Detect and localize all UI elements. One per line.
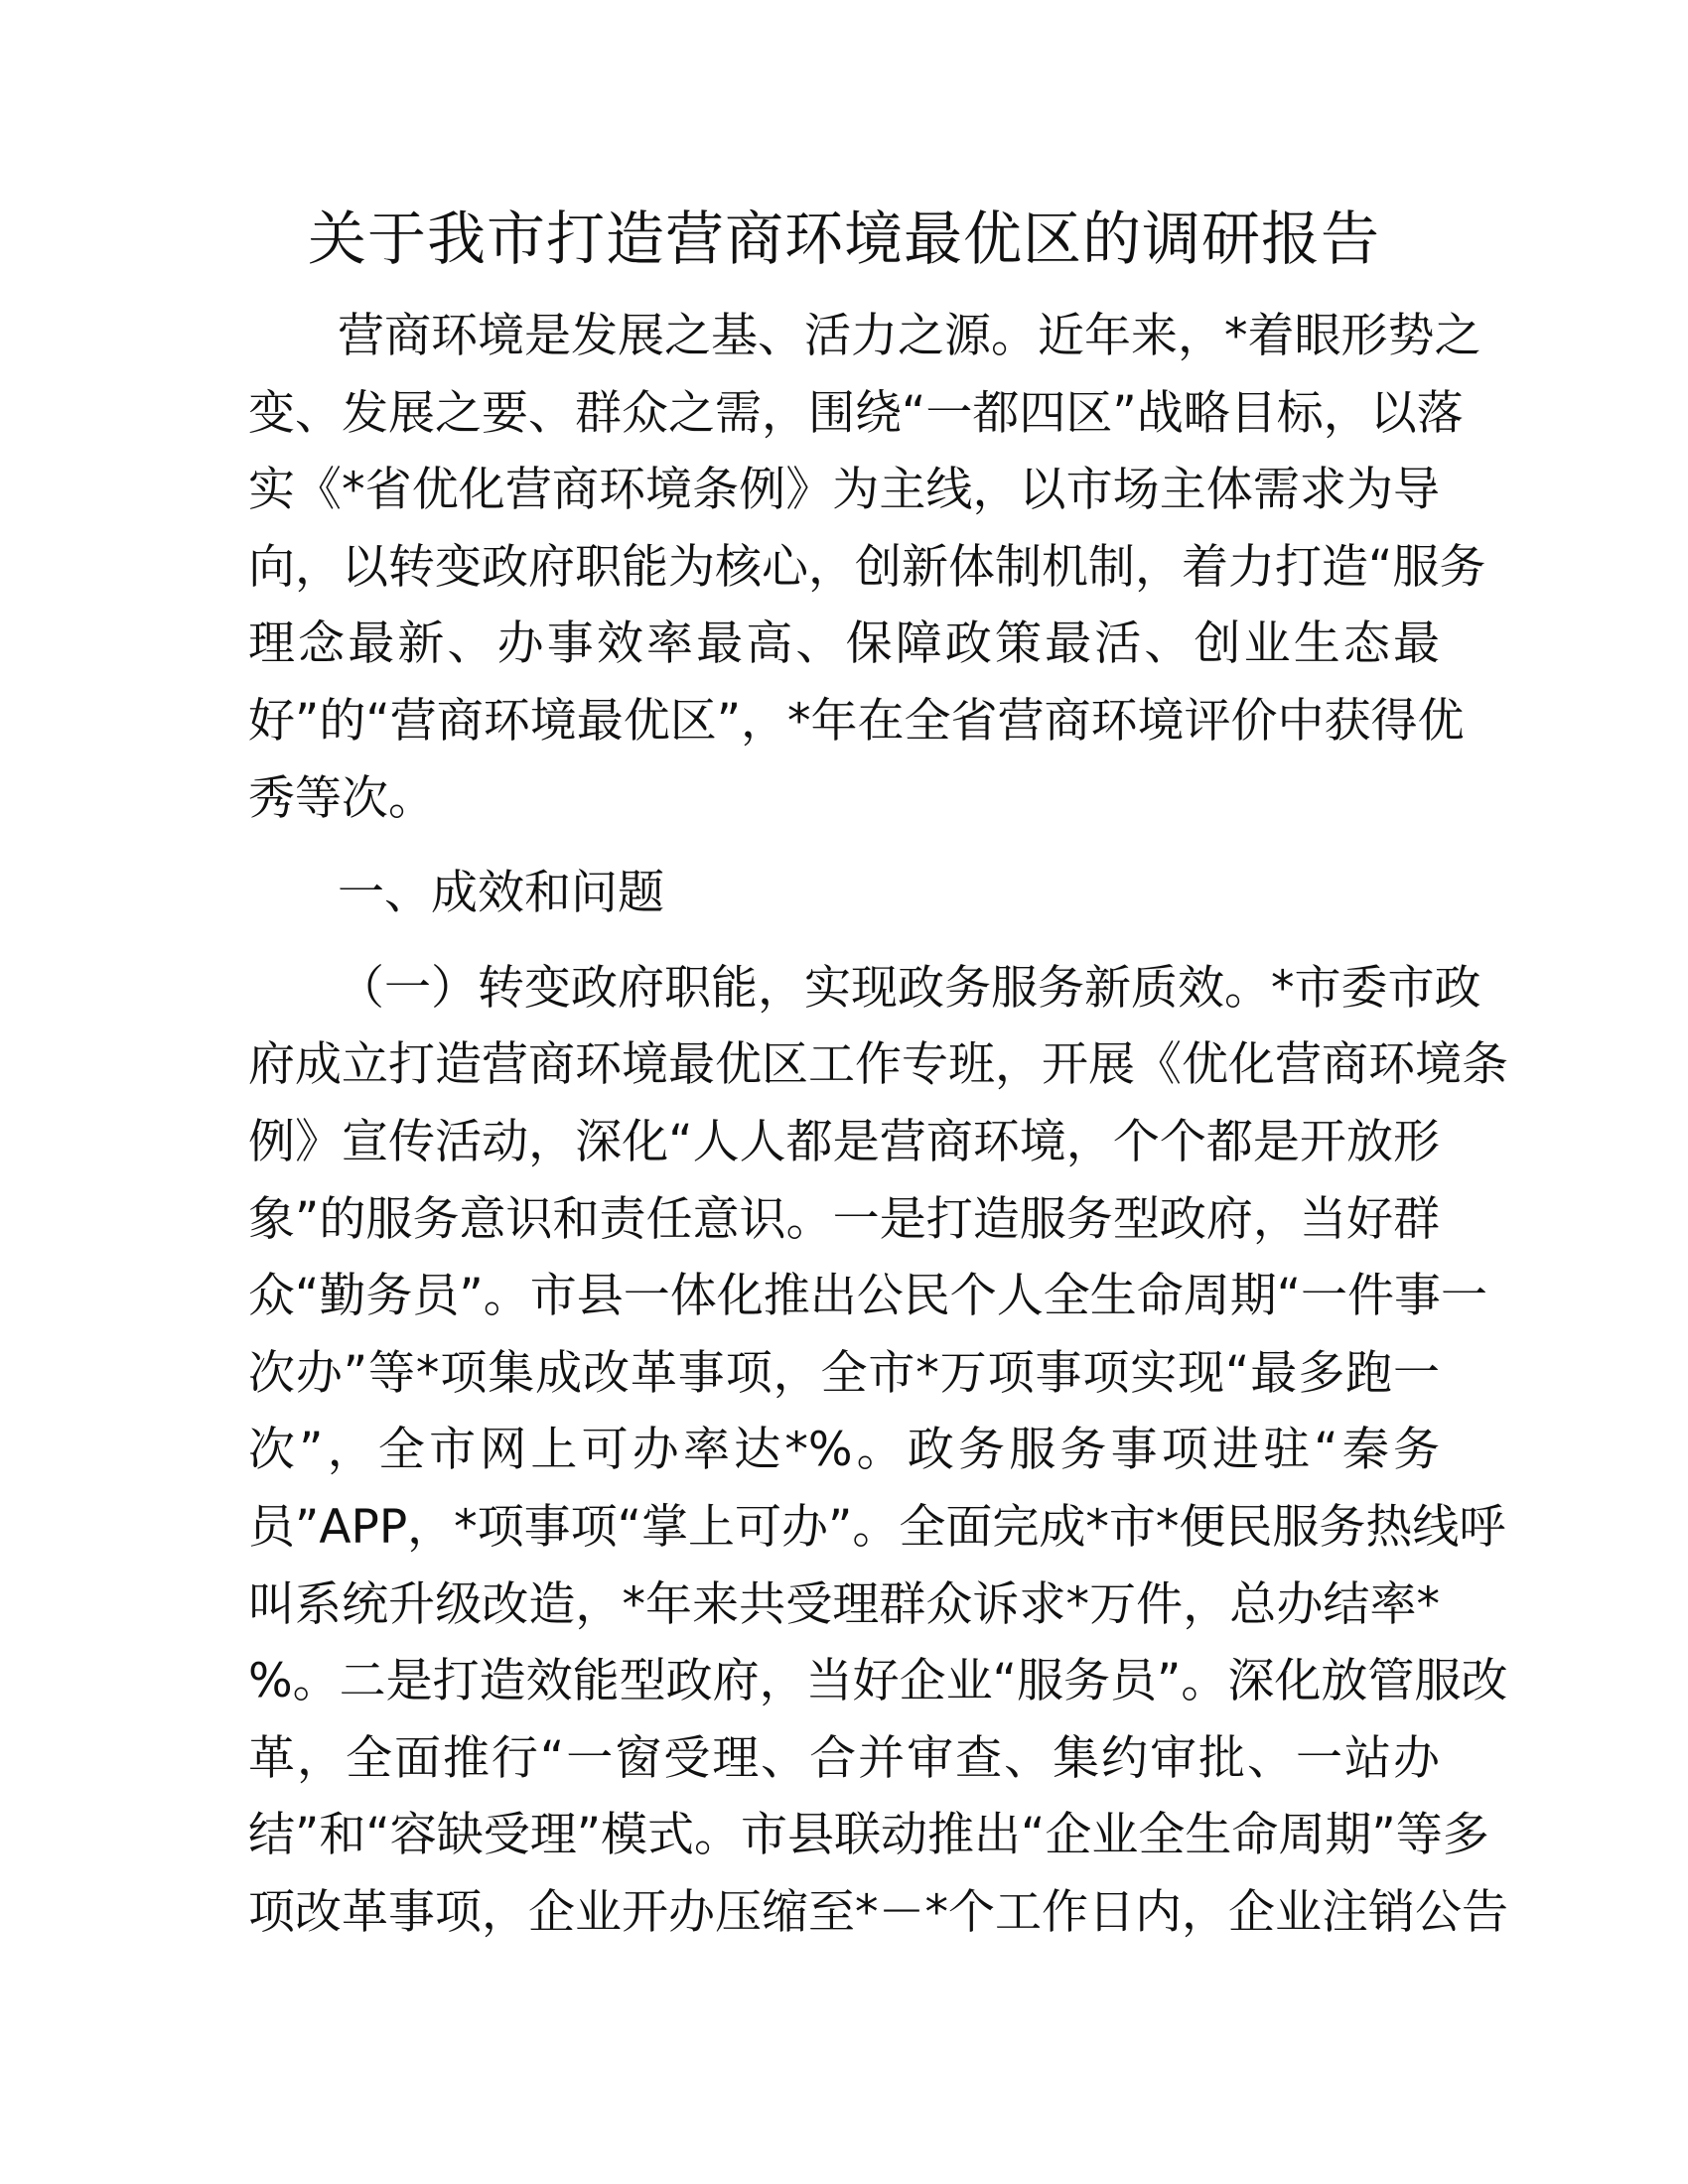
paragraph-1-line: 实《*省优化营商环境条例》为主线，以市场主体需求为导: [248, 463, 1440, 518]
document-body: [248, 298, 1508, 1951]
paragraph-2-line: 例》宣传活动，深化“人人都是营商环境，个个都是开放形: [248, 1114, 1440, 1169]
paragraph-2-line: （一）转变政府职能，实现政务服务新质效。*市委市政: [338, 960, 1481, 1016]
paragraph-1-line: 营商环境是发展之基、活力之源。近年来，*着眼形势之: [338, 309, 1481, 363]
paragraph-2-line: 叫系统升级改造，*年来共受理群众诉求*万件，总办结率*: [248, 1576, 1440, 1632]
spacing: [248, 837, 1440, 855]
paragraph-2-line: 次办”等*项集成改革事项，全市*万项事项实现“最多跑一: [248, 1345, 1440, 1401]
spacing: [248, 932, 1440, 950]
paragraph-2-line: 革，全面推行“一窗受理、合并审查、集约审批、一站办: [248, 1730, 1440, 1786]
paragraph-1-line: 变、发展之要、群众之需，围绕“一都四区”战略目标，以落: [248, 385, 1464, 441]
paragraph-1-line: 秀等次。: [248, 770, 435, 826]
paragraph-2-line: 众“勤务员”。市县一体化推出公民个人全生命周期“一件事一: [248, 1269, 1488, 1324]
paragraph-2-line: %。二是打造效能型政府，当好企业“服务员”。深化放管服改: [248, 1654, 1508, 1709]
paragraph-2-line: 次”，全市网上可办率达*%。政务服务事项进驻“秦务: [248, 1423, 1440, 1478]
document-title: 关于我市打造营商环境最优区的调研报告: [307, 205, 1380, 273]
section-heading: 一、成效和问题: [338, 866, 664, 921]
paragraph-1-line: 理念最新、办事效率最高、保障政策最活、创业生态最: [248, 616, 1440, 672]
paragraph-2-line: 府成立打造营商环境最优区工作专班，开展《优化营商环境条: [248, 1037, 1508, 1093]
paragraph-2-line: 员”APP，*项事项“掌上可办”。全面完成*市*便民服务热线呼: [248, 1499, 1506, 1555]
paragraph-2-line: 项改革事项，企业开办压缩至*－*个工作日内，企业注销公告: [248, 1884, 1508, 1940]
paragraph-1-line: 向，以转变政府职能为核心，创新体制机制，着力打造“服务: [248, 539, 1486, 595]
paragraph-2-line: 结”和“容缺受理”模式。市县联动推出“企业全生命周期”等多: [248, 1808, 1489, 1863]
paragraph-2-line: 象”的服务意识和责任意识。一是打造服务型政府，当好群: [248, 1191, 1440, 1247]
paragraph-1-line: 好”的“营商环境最优区”，*年在全省营商环境评价中获得优: [248, 693, 1465, 749]
